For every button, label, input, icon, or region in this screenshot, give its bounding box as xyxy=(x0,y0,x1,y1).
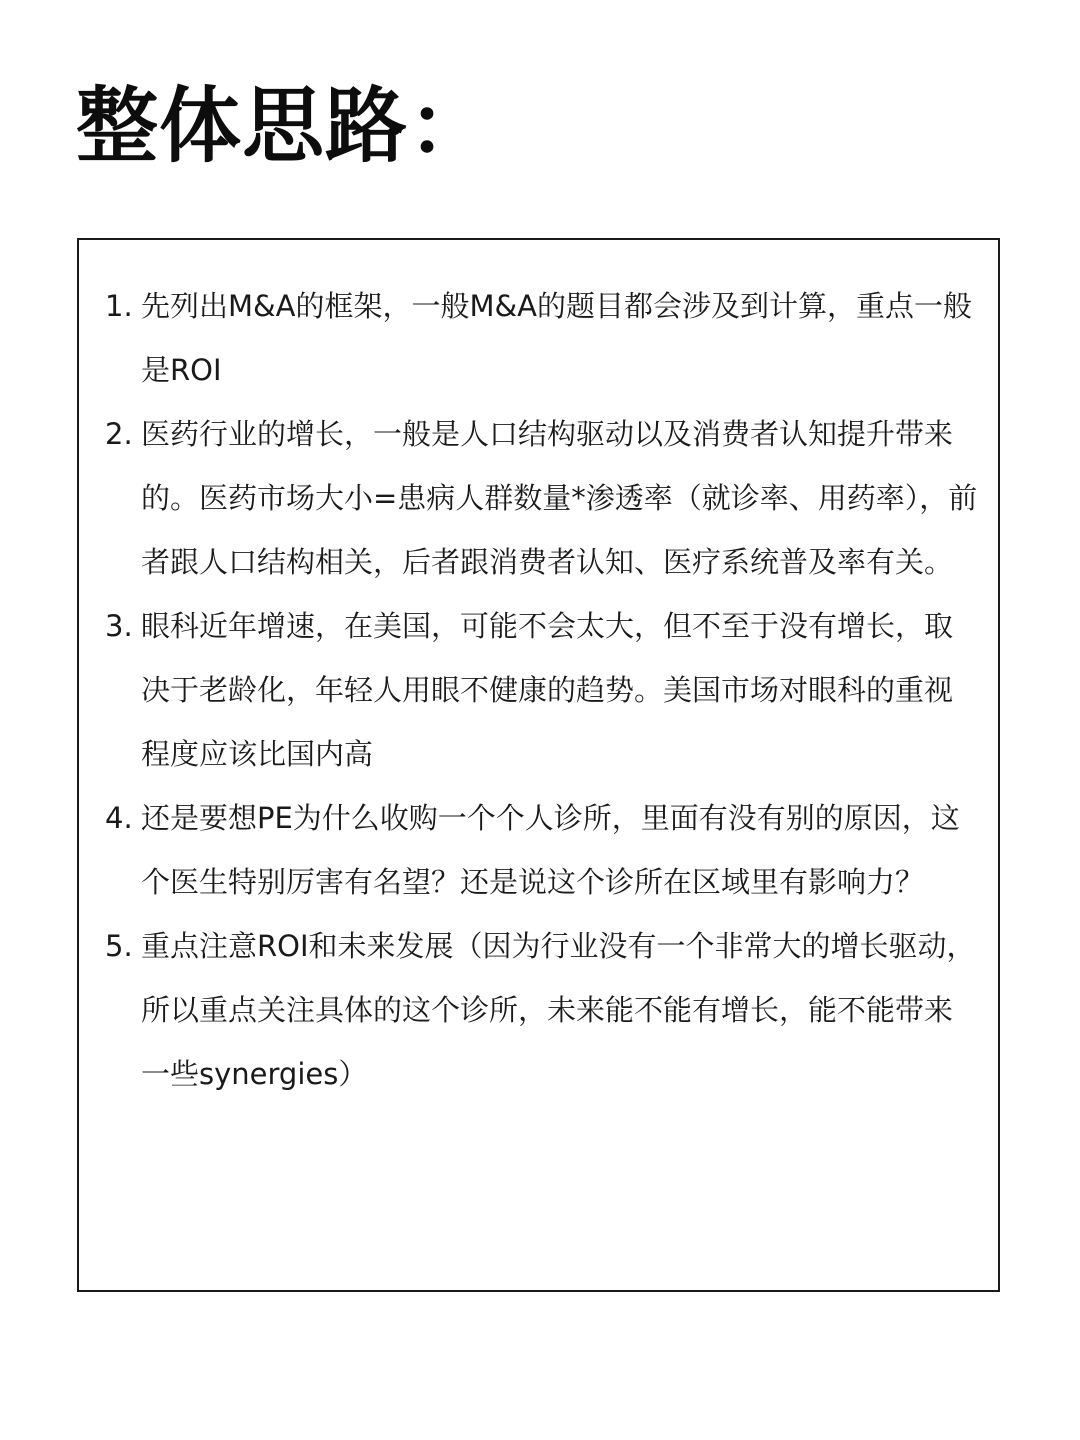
item-number: 3. xyxy=(105,609,133,643)
item-text: 先列出M&A的框架，一般M&A的题目都会涉及到计算，重点一般是ROI xyxy=(141,289,972,387)
list-item-3 xyxy=(105,594,980,786)
item-number: 2. xyxy=(105,417,133,451)
notes-box xyxy=(77,238,1000,1292)
list-item-2 xyxy=(105,402,980,594)
list-item-5 xyxy=(105,914,980,1106)
item-number: 1. xyxy=(105,289,133,323)
item-text: 还是要想PE为什么收购一个个人诊所，里面有没有别的原因，这个医生特别厉害有名望？还是说这个诊所在区域里有影响力？ xyxy=(141,801,960,899)
notes-list xyxy=(105,274,980,1106)
item-text: 眼科近年增速，在美国，可能不会太大，但不至于没有增长，取决于老龄化，年轻人用眼不健康的趋势。美国市场对眼科的重视程度应该比国内高 xyxy=(141,609,954,771)
list-item-4 xyxy=(105,786,980,914)
item-number: 4. xyxy=(105,801,133,835)
item-number: 5. xyxy=(105,929,133,963)
list-item-1 xyxy=(105,274,980,402)
item-text: 医药行业的增长，一般是人口结构驱动以及消费者认知提升带来的。医药市场大小=患病人群数量*渗透率（就诊率、用药率），前者跟人口结构相关，后者跟消费者认知、医疗系统普及率有关。 xyxy=(141,417,978,579)
item-text: 重点注意ROI和未来发展（因为行业没有一个非常大的增长驱动，所以重点关注具体的这个诊所，未来能不能有增长，能不能带来一些synergies） xyxy=(141,929,976,1091)
page-title: 整体思路： xyxy=(76,79,492,174)
